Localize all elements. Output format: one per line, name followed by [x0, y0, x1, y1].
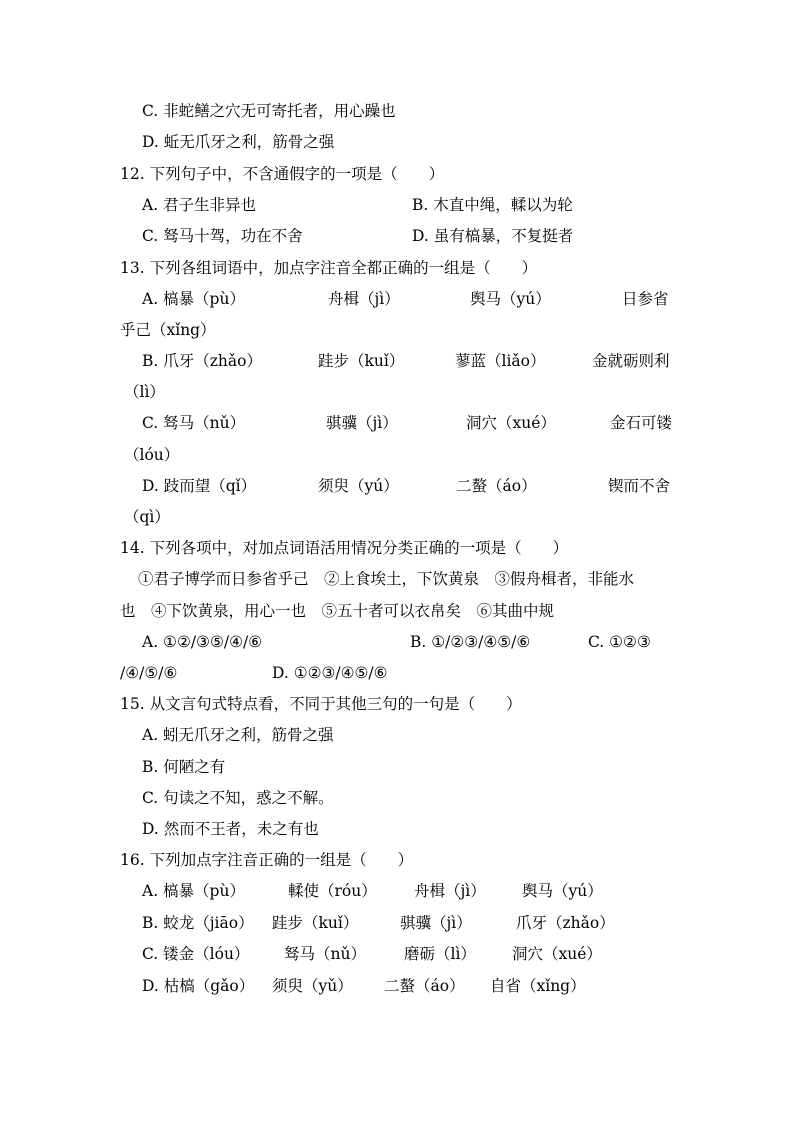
q12-stem: 12. 下列句子中，不含通假字的一项是（ ） [120, 165, 445, 183]
q13-option-a-4: 日参省 [622, 290, 669, 308]
q16-option-a-4: 舆马（yú） [522, 882, 603, 900]
q12-option-a: A. 君子生非异也 [142, 196, 257, 214]
q13-option-b-4: 金就砺则利 [592, 352, 670, 370]
q14-option-c: C. ①②③ [588, 633, 651, 651]
q14-option-d: D. ①②③/④⑤/⑥ [272, 664, 388, 682]
q11-option-c: C. 非蛇鳝之穴无可寄托者，用心躁也 [142, 102, 396, 120]
q16-option-b-3: 骐骥（jì） [400, 914, 472, 932]
q13-option-c-5: （lóu） [124, 446, 180, 464]
q15-option-a: A. 蚓无爪牙之利，筋骨之强 [142, 726, 334, 744]
q13-option-b-3: 蓼蓝（liǎo） [455, 352, 546, 370]
q15-option-d: D. 然而不王者，未之有也 [142, 820, 319, 838]
q16-option-d-4: 自省（xǐng） [490, 977, 586, 995]
q13-option-d-5: （qì） [124, 508, 170, 526]
q16-option-b-1: B. 蛟龙（jiāo） [142, 914, 254, 932]
q16-option-c-3: 磨砺（lì） [404, 945, 476, 963]
q14-option-b: B. ①/②③/④⑤/⑥ [410, 633, 531, 651]
q16-option-c-2: 驽马（nǔ） [284, 945, 366, 963]
q13-stem: 13. 下列各组词语中，加点字注音全都正确的一组是（ ） [120, 259, 538, 277]
q15-option-c: C. 句读之不知，惑之不解。 [142, 789, 334, 807]
q12-option-b: B. 木直中绳，輮以为轮 [412, 196, 573, 214]
q16-option-c-1: C. 镂金（lóu） [142, 945, 250, 963]
q13-option-c-4: 金石可镂 [610, 414, 673, 432]
q14-stem: 14. 下列各项中，对加点词语活用情况分类正确的一项是（ ） [120, 539, 569, 557]
q16-option-c-4: 洞穴（xué） [512, 945, 602, 963]
q16-option-d-2: 须臾（yǔ） [272, 977, 353, 995]
q13-option-b-2: 跬步（kuǐ） [318, 352, 405, 370]
q14-items-line1: ①君子博学而日参省乎己 ②上食埃土，下饮黄泉 ③假舟楫者，非能水 [138, 570, 635, 588]
q13-option-a-1: A. 槁暴（pù） [142, 290, 245, 308]
q16-option-d-3: 二螯（áo） [384, 977, 465, 995]
q13-option-b-1: B. 爪牙（zhǎo） [142, 352, 262, 370]
q13-option-d-4: 锲而不舍 [608, 477, 671, 495]
q14-option-a: A. ①②/③⑤/④/⑥ [142, 633, 263, 651]
q16-stem: 16. 下列加点字注音正确的一组是（ ） [120, 851, 414, 869]
q14-items-line2: 也 ④下饮黄泉，用心一也 ⑤五十者可以衣帛矣 ⑥其曲中规 [120, 602, 555, 620]
q13-option-a-5: 乎己（xǐng） [120, 321, 216, 339]
q13-option-c-1: C. 驽马（nǔ） [142, 414, 246, 432]
q16-option-a-2: 輮使（róu） [288, 882, 377, 900]
q13-option-d-1: D. 跂而望（qǐ） [142, 477, 257, 495]
q13-option-c-3: 洞穴（xué） [466, 414, 556, 432]
q13-option-a-3: 舆马（yú） [470, 290, 551, 308]
q13-option-d-3: 二螯（áo） [456, 477, 537, 495]
q14-option-c-cont: /④/⑤/⑥ [120, 664, 178, 682]
q16-option-d-1: D. 枯槁（gǎo） [142, 977, 255, 995]
q13-option-c-2: 骐骥（jì） [326, 414, 398, 432]
q12-option-c: C. 驽马十驾，功在不舍 [142, 227, 303, 245]
q15-option-b: B. 何陋之有 [142, 758, 226, 776]
q16-option-b-4: 爪牙（zhǎo） [516, 914, 615, 932]
q12-option-d: D. 虽有槁暴，不复挺者 [412, 227, 574, 245]
q11-option-d: D. 蚯无爪牙之利，筋骨之强 [142, 133, 335, 151]
q13-option-d-2: 须臾（yú） [318, 477, 399, 495]
q15-stem: 15. 从文言句式特点看，不同于其他三句的一句是（ ） [120, 695, 522, 713]
q16-option-b-2: 跬步（kuǐ） [272, 914, 359, 932]
q13-option-a-2: 舟楫（jì） [328, 290, 400, 308]
q16-option-a-1: A. 槁暴（pù） [142, 882, 245, 900]
q16-option-a-3: 舟楫（jì） [414, 882, 486, 900]
q13-option-b-5: （lì） [124, 383, 165, 401]
